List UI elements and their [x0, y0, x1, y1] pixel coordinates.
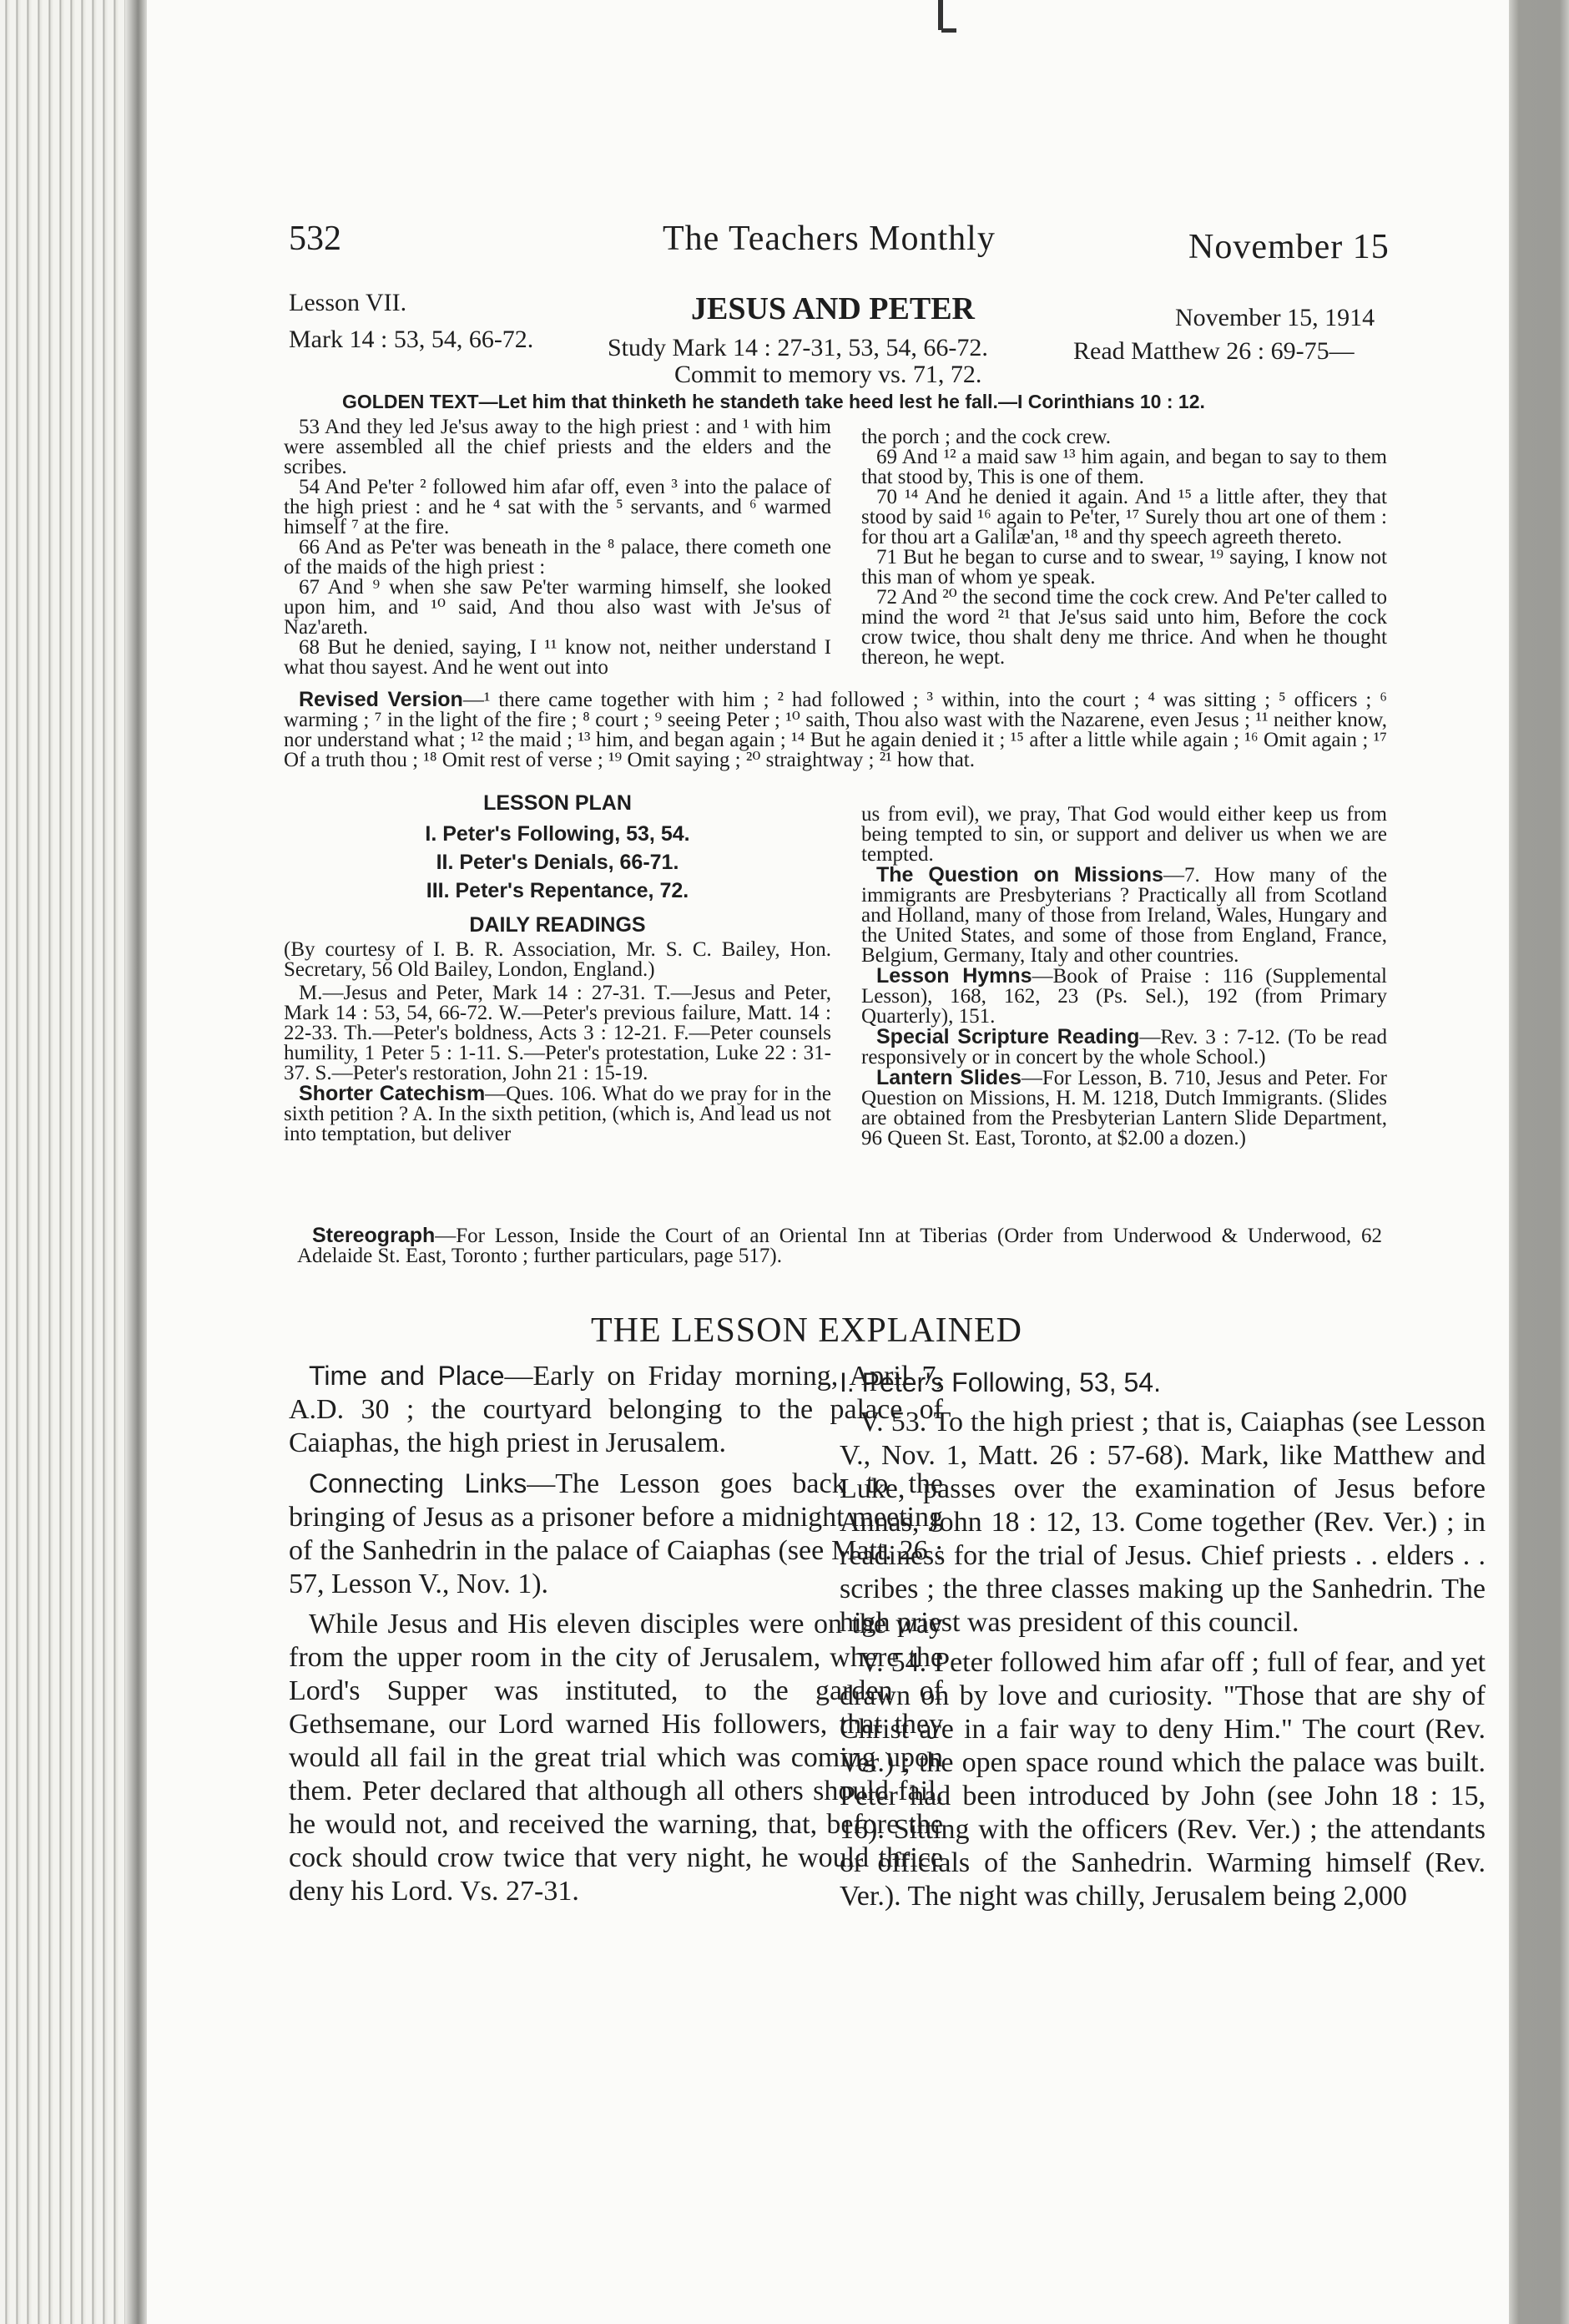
verse-68-cont: the porch ; and the cock crew.: [861, 426, 1111, 448]
catechism-text: —Ques. 106. What do we pray for in the sixth petition ? A. In the sixth petition, (which is, And lead us not into temptation, but deliver: [284, 1083, 831, 1145]
page: [147, 0, 1509, 2324]
daily-readings-courtesy: (By courtesy of I. B. R. Association, Mr. S. C. Bailey, Hon. Secretary, 56 Old Bailey, London, England.): [284, 938, 831, 981]
stereograph-label: Stereograph: [312, 1224, 436, 1247]
explained-section-heading: I. Peter's Following, 53, 54.: [840, 1367, 1161, 1397]
verse-72: 72 And ²⁰ the second time the cock crew. And Pe'ter called to mind the word ²¹ that Je'sus said unto him, Before the cock crow twice, thou shalt deny me thrice. And when he thought thereon, he wept.: [861, 586, 1387, 669]
verse-69: 69 And ¹² a maid saw ¹³ him again, and began to say to them that stood by, This is one of them.: [861, 446, 1387, 488]
verse-53: 53 And they led Je'sus away to the high priest : and ¹ with him were assembled all the chief priests and the elders and the scribes.: [284, 416, 831, 478]
scan-mark-foot: [941, 28, 956, 33]
lesson-explained-heading: THE LESSON EXPLAINED: [591, 1311, 1022, 1350]
hymns-text: —Book of Praise : 116 (Supplemental Lesson), 168, 162, 23 (Ps. Sel.), 192 (from Primary Quarterly), 151.: [861, 965, 1387, 1028]
lesson-plan-item-1: I. Peter's Following, 53, 54.: [425, 822, 690, 846]
running-title: The Teachers Monthly: [663, 220, 996, 258]
time-place-text: —Early on Friday morning, April 7, A.D. 30 ; the courtyard belonging to the palace of Caiaphas, the high priest in Jerusalem.: [289, 1361, 943, 1458]
missions-label: The Question on Missions: [876, 863, 1163, 887]
hymns-label: Lesson Hymns: [876, 964, 1032, 988]
explained-v54: V. 54. Peter followed him afar off ; full of fear, and yet drawn on by love and curiosity. "Those that are shy of Christ are in a fair way to deny Him." The court (Rev. Ver.) ; the open space round which the palace was built. Peter had been introduced by John (see John 18 : 15, 16). Sitting with the officers (Rev. Ver.) ; the attendants or officials of the Sanhedrin. Warming himself (Rev. Ver.). The night was chilly, Jerusalem being 2,000: [840, 1647, 1486, 1912]
revised-version-label: Revised Version: [299, 688, 463, 711]
lesson-date: November 15, 1914: [1175, 304, 1375, 331]
verse-70: 70 ¹⁴ And he denied it again. And ¹⁵ a little after, they that stood by said ¹⁶ again to Pe'ter, ¹⁷ Surely thou art one of them : for thou art a Galilæ'an, ¹⁸ and thy speech agreeth thereto.: [861, 486, 1387, 548]
special-reading-label: Special Scripture Reading: [876, 1025, 1140, 1048]
lesson-passage: Mark 14 : 53, 54, 66-72.: [289, 326, 534, 353]
lantern-slides-label: Lantern Slides: [876, 1066, 1022, 1089]
revised-version-text: —¹ there came together with him ; ² had followed ; ³ within, into the court ; ⁴ was sitting ; ⁵ officers ; ⁶ warming ; ⁷ in the light of the fire ; ⁸ court ; ⁹ seeing Peter ; ¹⁰ saith, Thou also wast with the Nazarene, even Jesus ; ¹¹ neither know, nor understand what ; ¹² the maid ; ¹³ him, and began again ; ¹⁴ But he again denied it ; ¹⁵ after a little while again ; ¹⁶ Omit again ; ¹⁷ Of a truth thou ; ¹⁸ Omit rest of verse ; ¹⁹ Omit saying ; ²⁰ straightway ; ²¹ how that.: [284, 689, 1387, 771]
missions-text: —7. How many of the immigrants are Presbyterians ? Practically all from Scotland and Holland, many of those from Ireland, Wales, Hungary and the United States, and some of those from England, France, Belgium, Germany, Italy and other countries.: [861, 864, 1387, 967]
verse-71: 71 But he began to curse and to swear, ¹⁹ saying, I know not this man of whom ye speak.: [861, 546, 1387, 589]
lantern-slides-text: —For Lesson, B. 710, Jesus and Peter. For Question on Missions, H. M. 1218, Dutch Immigrants. (Slides are obtained from the Presbyterian Lantern Slide Department, 96 Queen St. East, Toronto, at $2.00 a dozen.): [861, 1067, 1388, 1149]
lesson-plan-item-3: III. Peter's Repentance, 72.: [426, 879, 689, 902]
daily-readings-list: M.—Jesus and Peter, Mark 14 : 27-31. T.—Jesus and Peter, Mark 14 : 53, 54, 66-72. W.—Peter's previous failure, Matt. 14 : 22-33. Th.—Peter's boldness, Acts 3 : 12-21. F.—Peter counsels humility, 1 Peter 5 : 1-11. S.—Peter's protestation, Luke 22 : 31-37. S.—Peter's restoration, John 21 : 15-19.: [284, 982, 831, 1084]
revised-version: [284, 690, 1387, 770]
verse-66: 66 And as Pe'ter was beneath in the ⁸ palace, there cometh one of the maids of the high priest :: [284, 536, 831, 578]
daily-readings-heading: DAILY READINGS: [469, 913, 646, 937]
verse-67: 67 And ⁹ when she saw Pe'ter warming himself, she looked upon him, and ¹⁰ said, And thou also wast with Je'sus of Naz'areth.: [284, 576, 831, 639]
issue-date: November 15: [1188, 228, 1390, 266]
lesson-plan-heading: LESSON PLAN: [483, 791, 632, 815]
stereograph-text: —For Lesson, Inside the Court of an Oriental Inn at Tiberias (Order from Underwood & Underwood, 62 Adelaide St. East, Toronto ; further particulars, page 517).: [297, 1225, 1382, 1267]
golden-text: [342, 391, 1205, 413]
explained-v53: V. 53. To the high priest ; that is, Caiaphas (see Lesson V., Nov. 1, Matt. 26 : 57-68). Mark, like Matthew and Luke, passes over the examination of Jesus before Annas, John 18 : 12, 13. Come together (Rev. Ver.) ; in readiness for the trial of Jesus. Chief priests . . elders . . scribes ; the three classes making up the Sanhedrin. The high priest was president of this council.: [840, 1407, 1486, 1638]
read-passage: Read Matthew 26 : 69-75—: [1073, 337, 1355, 365]
golden-text-body: —Let him that thinketh he standeth take heed lest he fall.—I Corinthians 10 : 12.: [478, 391, 1205, 412]
study-passage: Study Mark 14 : 27-31, 53, 54, 66-72.: [608, 334, 988, 361]
scripture-right: [861, 427, 1387, 668]
verse-54: 54 And Pe'ter ² followed him afar off, even ³ into the palace of the high priest : and he ⁴ sat with the ⁵ servants, and ⁶ warmed himself ⁷ at the fire.: [284, 476, 831, 538]
lesson-helps-right: [861, 805, 1387, 1149]
stereograph-note: [297, 1225, 1382, 1266]
connecting-links-text: —The Lesson goes back to the bringing of Jesus as a prisoner before a midnight meeting of the Sanhedrin in the palace of Caiaphas (see Matt. 26 : 57, Lesson V., Nov. 1).: [289, 1468, 944, 1599]
special-reading-text: —Rev. 3 : 7-12. (To be read responsively or in concert by the whole School.): [861, 1026, 1387, 1069]
book-gutter: [125, 0, 147, 2324]
lesson-plan-item-2: II. Peter's Denials, 66-71.: [436, 851, 679, 874]
explained-para-3: While Jesus and His eleven disciples were on the way from the upper room in the city of Jerusalem, where the Lord's Supper was instituted, to the garden of Gethsemane, our Lord warned His followers, that they would all fail in the great trial which was coming upon them. Peter declared that although all others should fail, he would not, and received the warning, that, before the cock should crow twice that very night, he would thrice deny his Lord. Vs. 27-31.: [289, 1609, 943, 1907]
time-place-label: Time and Place: [309, 1361, 505, 1391]
scan-mark: [938, 0, 943, 30]
lesson-number: Lesson VII.: [289, 289, 407, 316]
catechism-label: Shorter Catechism: [299, 1082, 486, 1105]
golden-text-label: GOLDEN TEXT: [342, 391, 479, 412]
lesson-helps-left: [284, 793, 831, 1144]
catechism-continued: us from evil), we pray, That God would either keep us from being tempted to sin, or support and deliver us when we are tempted.: [861, 803, 1387, 866]
lesson-title: JESUS AND PETER: [691, 291, 975, 326]
page-number: 532: [289, 220, 341, 258]
connecting-links-label: Connecting Links: [309, 1468, 527, 1498]
scripture-left: [284, 417, 831, 678]
explained-right-column: [840, 1366, 1486, 1920]
commit-verses: Commit to memory vs. 71, 72.: [674, 361, 982, 388]
book-right-edge: [1506, 0, 1569, 2324]
verse-68: 68 But he denied, saying, I ¹¹ know not, neither understand I what thou sayest. And he went out into: [284, 636, 831, 679]
